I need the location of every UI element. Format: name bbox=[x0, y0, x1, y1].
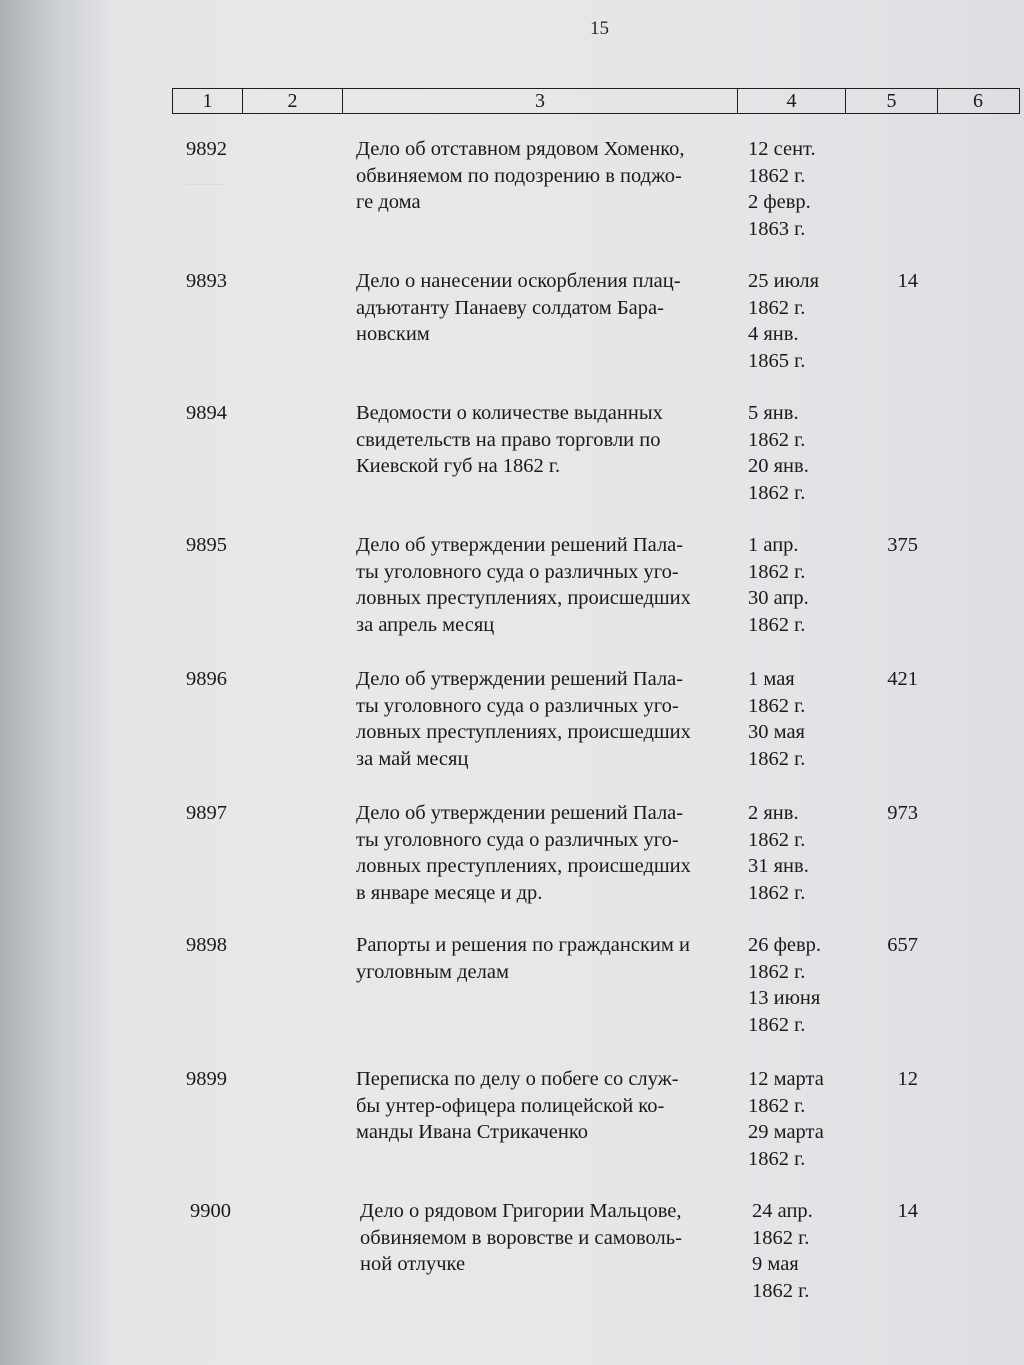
record-number: 9896 bbox=[186, 668, 227, 690]
date-line: 26 февр. bbox=[748, 934, 822, 956]
title-line: за апрель месяц bbox=[356, 613, 495, 636]
header-col-1: 1 bbox=[173, 89, 243, 113]
date-line: 1862 г. bbox=[752, 1226, 810, 1249]
record-number: 9893 bbox=[186, 270, 227, 292]
record-sheets: 375 bbox=[887, 534, 918, 556]
date-line: 1 мая bbox=[748, 668, 795, 690]
title-line: Дело об утверждении решений Пала- bbox=[356, 802, 684, 824]
record-number: 9897 bbox=[186, 802, 227, 824]
date-line: 1862 г. bbox=[748, 960, 806, 983]
title-line: ной отлучке bbox=[360, 1253, 466, 1275]
date-line: 1862 г. bbox=[748, 747, 806, 770]
bleed-through-mark bbox=[186, 164, 226, 185]
header-col-5: 5 bbox=[846, 89, 938, 113]
date-line: 1862 г. bbox=[748, 481, 806, 504]
record-dates bbox=[748, 532, 809, 638]
date-line: 12 сент. bbox=[748, 138, 816, 160]
date-line: 1862 г. bbox=[748, 560, 806, 583]
title-line: ты уголовного суда о различных уго- bbox=[356, 694, 679, 717]
title-line: ты уголовного суда о различных уго- bbox=[356, 560, 679, 583]
title-line: Дело о нанесении оскорбления плац- bbox=[356, 270, 681, 292]
header-col-3: 3 bbox=[343, 89, 738, 113]
title-line: Переписка по делу о побеге со служ- bbox=[356, 1068, 679, 1090]
record-sheets: 14 bbox=[897, 1200, 918, 1222]
record-title bbox=[360, 1198, 750, 1278]
date-line: 24 апр. bbox=[752, 1200, 813, 1222]
title-line: Ведомости о количестве выданных bbox=[356, 402, 663, 424]
header-col-2: 2 bbox=[243, 89, 343, 113]
page-number: 15 bbox=[590, 18, 609, 39]
record-number: 9892 bbox=[186, 138, 227, 160]
date-line: 1863 г. bbox=[748, 217, 806, 240]
date-line: 1862 г. bbox=[748, 1094, 806, 1117]
title-line: Дело об утверждении решений Пала- bbox=[356, 668, 684, 690]
record-sheets: 12 bbox=[897, 1068, 918, 1090]
date-line: 1862 г. bbox=[748, 164, 806, 187]
date-line: 12 марта bbox=[748, 1068, 824, 1090]
title-line: в январе месяце и др. bbox=[356, 881, 543, 904]
date-line: 1862 г. bbox=[748, 828, 806, 851]
record-dates bbox=[748, 800, 809, 906]
title-line: манды Ивана Стрикаченко bbox=[356, 1121, 589, 1143]
date-line: 29 марта bbox=[748, 1121, 824, 1143]
record-sheets: 14 bbox=[897, 270, 918, 292]
date-line: 1862 г. bbox=[752, 1279, 810, 1302]
record-dates bbox=[748, 1066, 824, 1172]
record-sheets: 973 bbox=[887, 802, 918, 824]
record-title bbox=[356, 400, 746, 480]
record-title bbox=[356, 666, 746, 772]
date-line: 1862 г. bbox=[748, 1147, 806, 1170]
record-title bbox=[356, 268, 746, 348]
header-col-4: 4 bbox=[738, 89, 846, 113]
date-line: 1862 г. bbox=[748, 1013, 806, 1036]
date-line: 1862 г. bbox=[748, 881, 806, 904]
record-title bbox=[356, 1066, 746, 1146]
record-sheets: 421 bbox=[887, 668, 918, 690]
record-dates bbox=[748, 666, 805, 772]
record-title bbox=[356, 800, 746, 906]
date-line: 31 янв. bbox=[748, 855, 809, 877]
record-dates bbox=[748, 268, 819, 374]
record-title bbox=[356, 532, 746, 638]
title-line: обвиняемом по подозрению в поджо- bbox=[356, 164, 682, 187]
title-line: Дело о рядовом Григории Мальцове, bbox=[360, 1200, 682, 1222]
title-line: свидетельств на право торговли по bbox=[356, 428, 661, 451]
date-line: 9 мая bbox=[752, 1253, 799, 1275]
title-line: Киевской губ на 1862 г. bbox=[356, 455, 561, 477]
date-line: 2 янв. bbox=[748, 802, 799, 824]
title-line: ловных преступлениях, происшедших bbox=[356, 587, 691, 609]
record-dates bbox=[748, 136, 816, 242]
title-line: за май месяц bbox=[356, 747, 469, 770]
record-title bbox=[356, 136, 746, 216]
date-line: 4 янв. bbox=[748, 323, 799, 345]
header-col-6: 6 bbox=[973, 90, 983, 112]
record-dates bbox=[748, 932, 821, 1038]
book-spine-shadow bbox=[0, 0, 110, 1365]
title-line: Рапорты и решения по гражданским и bbox=[356, 934, 690, 956]
date-line: 30 мая bbox=[748, 721, 805, 743]
record-dates bbox=[752, 1198, 813, 1304]
date-line: 1862 г. bbox=[748, 694, 806, 717]
title-line: Дело об утверждении решений Пала- bbox=[356, 534, 684, 556]
date-line: 13 июня bbox=[748, 987, 821, 1009]
date-line: 1862 г. bbox=[748, 296, 806, 319]
record-dates bbox=[748, 400, 809, 506]
date-line: 1862 г. bbox=[748, 428, 806, 451]
date-line: 1865 г. bbox=[748, 349, 806, 372]
title-line: бы унтер-офицера полицейской ко- bbox=[356, 1094, 665, 1117]
record-number: 9895 bbox=[186, 534, 227, 556]
title-line: Дело об отставном рядовом Хоменко, bbox=[356, 138, 685, 160]
title-line: адъютанту Панаеву солдатом Бара- bbox=[356, 296, 664, 319]
record-sheets: 657 bbox=[887, 934, 918, 956]
record-number: 9900 bbox=[190, 1200, 231, 1222]
title-line: ге дома bbox=[356, 191, 421, 213]
record-number: 9894 bbox=[186, 402, 227, 424]
title-line: ловных преступлениях, происшедших bbox=[356, 855, 691, 877]
title-line: новским bbox=[356, 323, 430, 345]
title-line: обвиняемом в воровстве и самоволь- bbox=[360, 1226, 682, 1249]
date-line: 20 янв. bbox=[748, 455, 809, 477]
record-number: 9899 bbox=[186, 1068, 227, 1090]
date-line: 1 апр. bbox=[748, 534, 799, 556]
date-line: 2 февр. bbox=[748, 191, 811, 213]
record-number: 9898 bbox=[186, 934, 227, 956]
title-line: ты уголовного суда о различных уго- bbox=[356, 828, 679, 851]
record-title bbox=[356, 932, 746, 985]
date-line: 30 апр. bbox=[748, 587, 809, 609]
title-line: ловных преступлениях, происшедших bbox=[356, 721, 691, 743]
date-line: 1862 г. bbox=[748, 613, 806, 636]
date-line: 25 июля bbox=[748, 270, 820, 292]
title-line: уголовным делам bbox=[356, 960, 509, 983]
table-header bbox=[172, 88, 1020, 114]
date-line: 5 янв. bbox=[748, 402, 799, 424]
